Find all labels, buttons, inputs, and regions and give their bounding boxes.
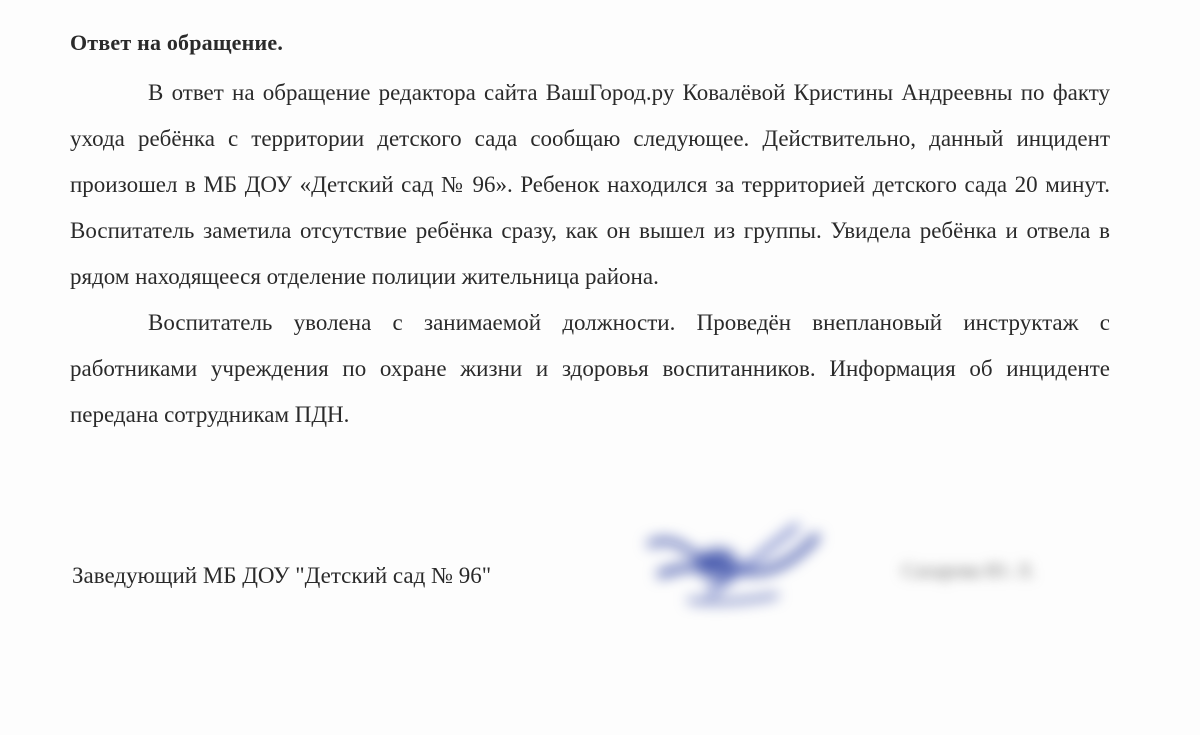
blurred-signatory-name: Сахарова Ю. Л. [902,560,1036,582]
signatory-position: Заведующий МБ ДОУ "Детский сад № 96" [72,563,492,588]
paragraph-1 [70,70,1110,300]
document-title: Ответ на обращение. [70,30,284,55]
signature-scribble-icon [628,505,848,625]
blurred-signature [628,505,848,625]
document-body [70,70,1110,438]
paragraph-2 [70,300,1110,438]
paragraph-2-text: Воспитатель уволена с занимаемой должности. Проведён внеплановый инструктаж с работниками учреждения по охране жизни и здоровья воспитанников. Информация об инциденте передана сотрудникам ПДН. [70,310,1110,427]
paragraph-1-text: В ответ на обращение редактора сайта ВашГород.ру Ковалёвой Кристины Андреевны по факту ухода ребёнка с территории детского сада сообщаю следующее. Действительно, данный инцидент произошел в МБ ДОУ «Детский сад № 96». Ребенок находился за территорией детского сада 20 минут. Воспитатель заметила отсутствие ребёнка сразу, как он вышел из группы. Увидела ребёнка и отвела в рядом находящееся отделение полиции жительница района. [70,80,1110,289]
